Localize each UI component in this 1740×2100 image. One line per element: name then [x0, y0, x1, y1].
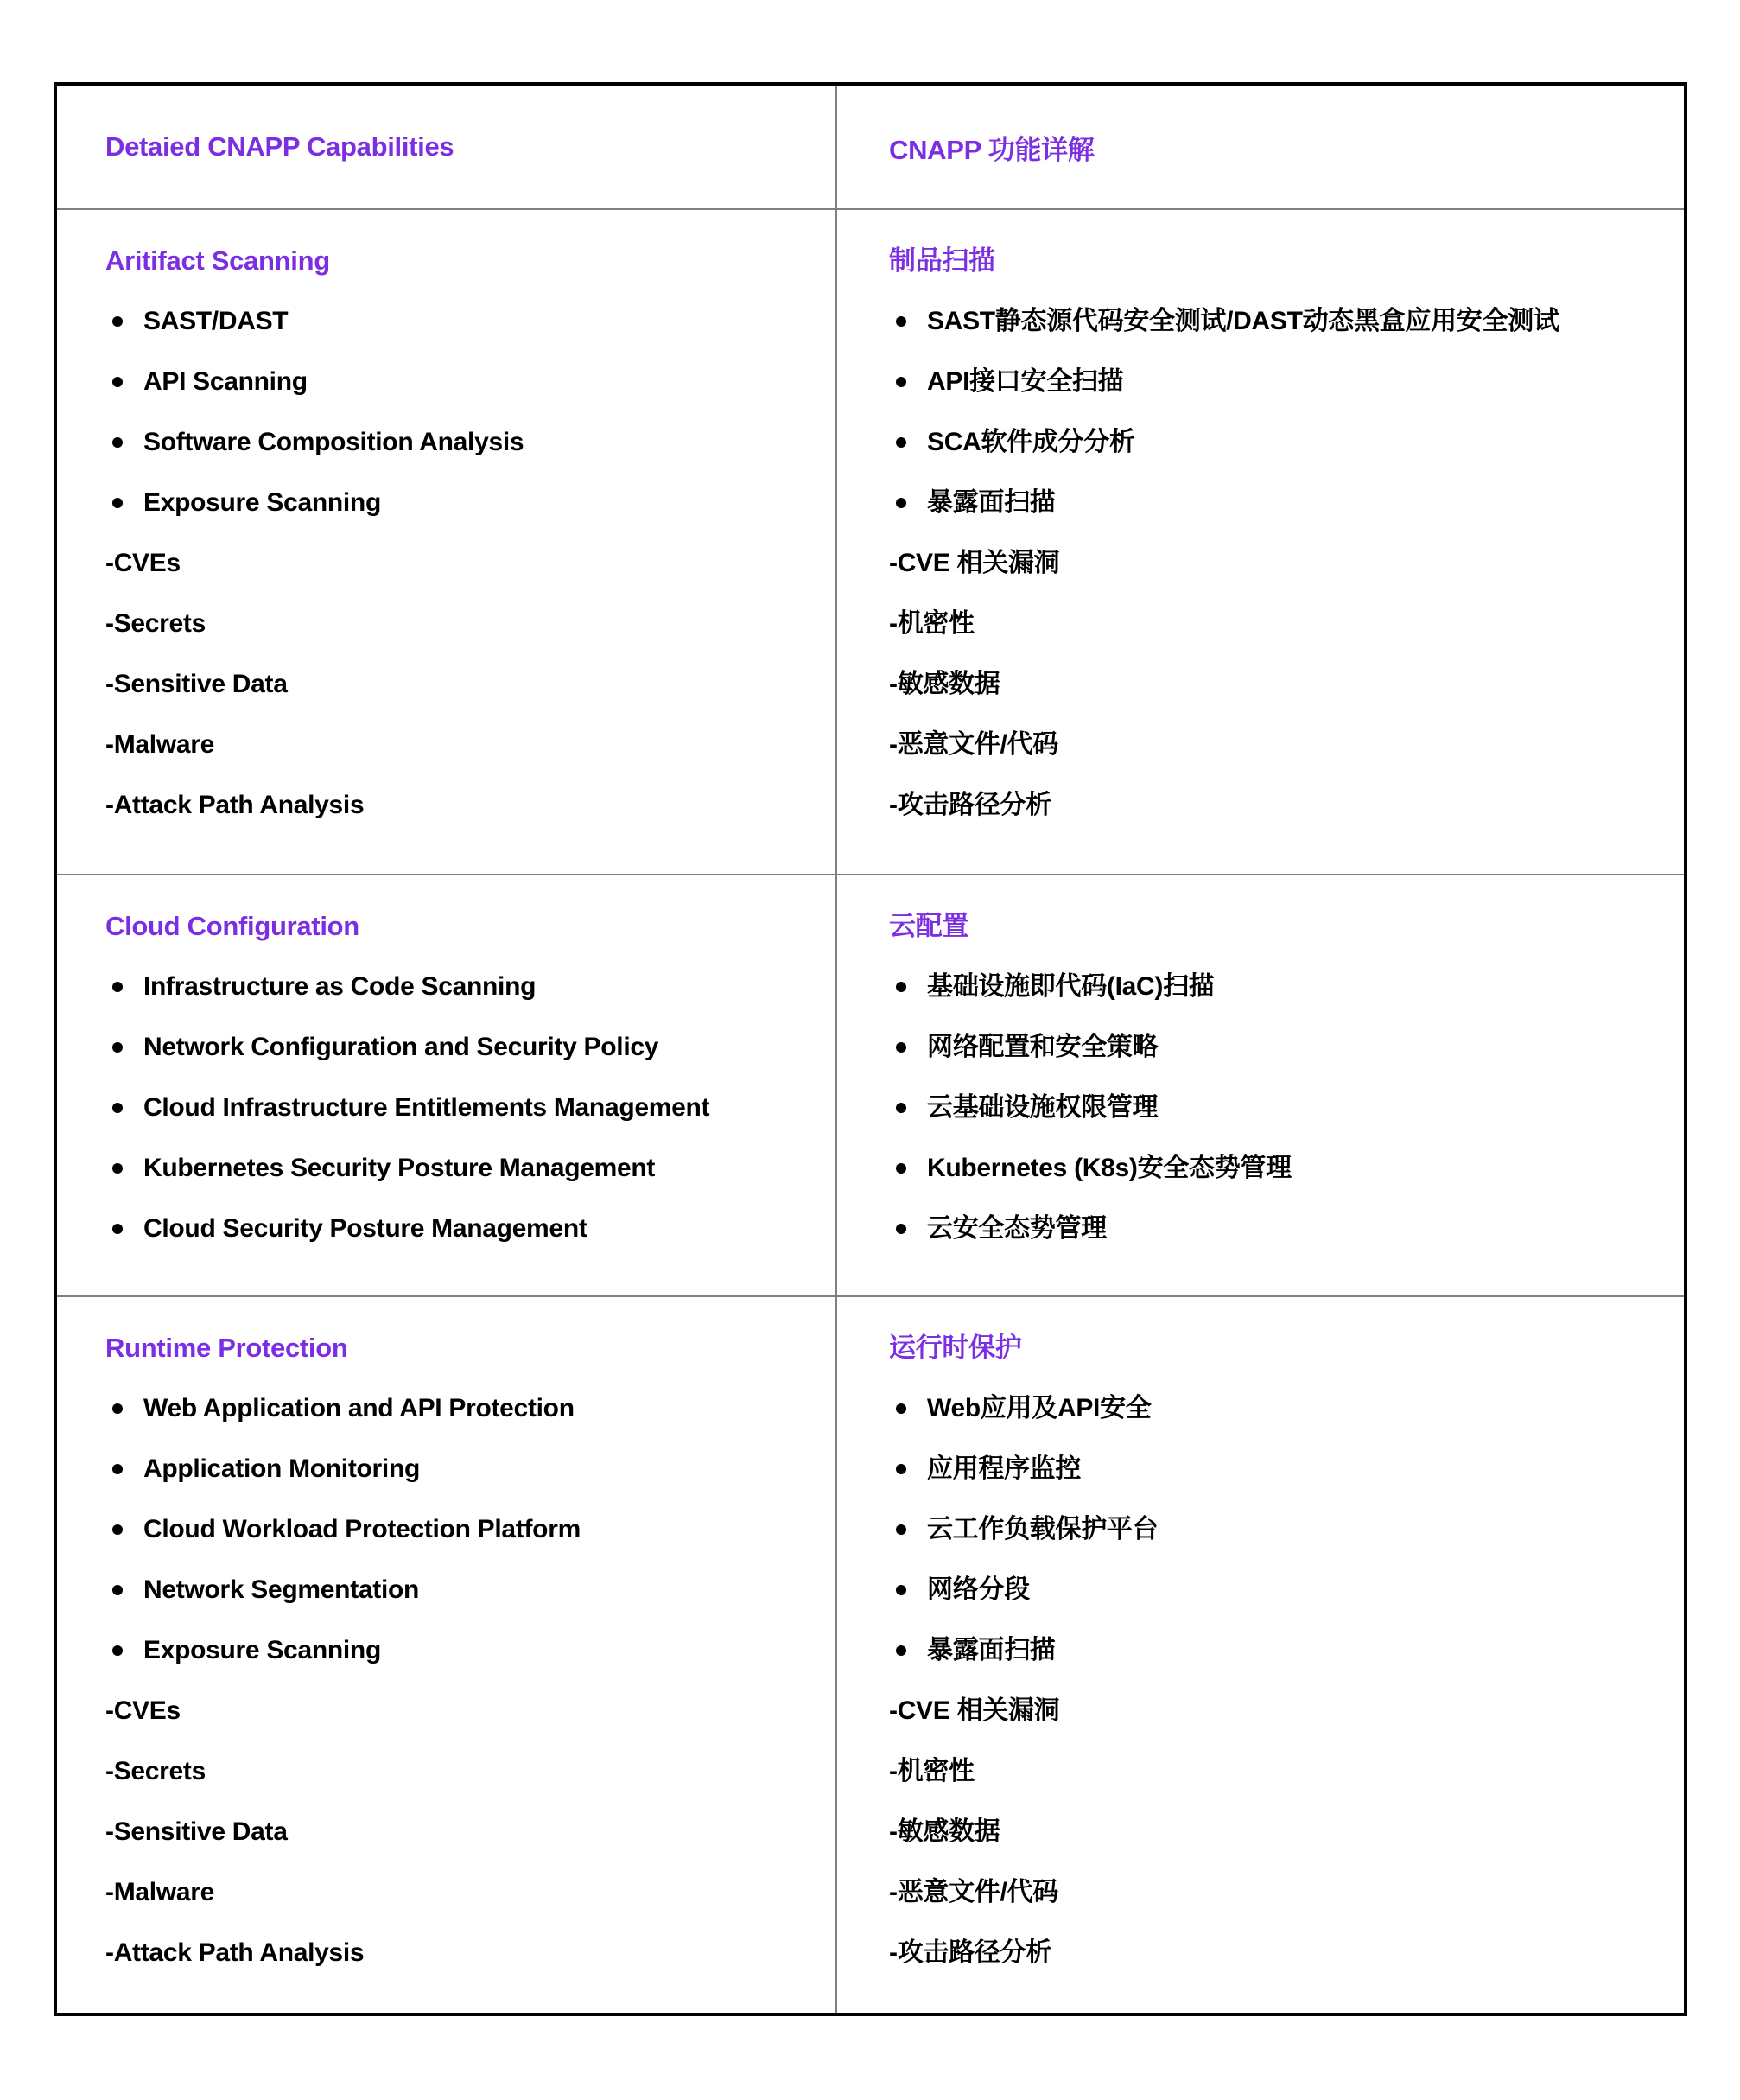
list-item-text: SCA软件成分分析	[927, 428, 1135, 456]
list-item-dash	[105, 775, 835, 836]
list-item-dash	[889, 1741, 1684, 1802]
list-item-text: 网络分段	[927, 1575, 1030, 1604]
list-item	[105, 291, 835, 352]
bullet-dot-icon	[112, 1042, 123, 1053]
bullet-dot-icon	[896, 1103, 906, 1113]
list-item-text: 云安全态势管理	[927, 1214, 1107, 1243]
list-item-text: 基础设施即代码(IaC)扫描	[927, 972, 1215, 1001]
bullet-dot-icon	[112, 437, 123, 448]
bullet-dot-icon	[112, 1585, 123, 1595]
list-item-text: API Scanning	[143, 367, 308, 396]
list-item	[889, 1560, 1684, 1620]
bullet-dot-icon	[896, 498, 906, 508]
table-header-right-title: CNAPP 功能详解	[889, 134, 1095, 165]
list-item-text: SAST/DAST	[143, 307, 289, 335]
section-title: Runtime Protection	[105, 1333, 348, 1363]
list-item-text: -攻击路径分析	[889, 791, 1051, 819]
list-item	[105, 1499, 835, 1560]
list-item-text: -Secrets	[105, 1757, 206, 1785]
bullet-dot-icon	[112, 1524, 123, 1535]
bullet-dot-icon	[896, 1224, 906, 1234]
section-cell	[57, 874, 837, 1295]
bullet-dot-icon	[896, 1163, 906, 1174]
list-item-text: Kubernetes (K8s)安全态势管理	[927, 1154, 1292, 1182]
list-item-dash	[105, 1681, 835, 1741]
list-item-text: Network Segmentation	[143, 1575, 420, 1604]
bullet-dot-icon	[896, 1042, 906, 1053]
list-item-text: -CVE 相关漏洞	[889, 549, 1060, 577]
bullet-dot-icon	[112, 1464, 123, 1474]
table-header-right-cell	[837, 86, 1684, 208]
list-item-text: -Sensitive Data	[105, 670, 288, 698]
section-cell	[837, 208, 1684, 874]
list-item-text: SAST静态源代码安全测试/DAST动态黑盒应用安全测试	[927, 307, 1559, 335]
list-item	[889, 957, 1684, 1017]
list-item-text: Infrastructure as Code Scanning	[143, 972, 537, 1001]
list-item	[105, 1078, 835, 1138]
bullet-dot-icon	[896, 1524, 906, 1535]
list-item-text: Cloud Security Posture Management	[143, 1214, 587, 1243]
section-title: 云配置	[889, 911, 969, 941]
bullet-dot-icon	[112, 377, 123, 387]
list-item	[889, 1620, 1684, 1681]
bullet-dot-icon	[112, 1224, 123, 1234]
list-item-dash	[105, 1741, 835, 1802]
list-item-text: Exposure Scanning	[143, 1636, 381, 1664]
list-item-text: -Attack Path Analysis	[105, 1938, 365, 1967]
section-title: Cloud Configuration	[105, 911, 359, 941]
section-cell	[837, 1295, 1684, 2013]
list-item	[105, 1560, 835, 1620]
bullet-dot-icon	[896, 437, 906, 448]
cnapp-capabilities-table	[54, 82, 1687, 2016]
section-cell	[57, 1295, 837, 2013]
list-item-dash	[889, 775, 1684, 836]
list-item-text: Cloud Infrastructure Entitlements Management	[143, 1093, 710, 1122]
list-item	[105, 1439, 835, 1499]
bullet-dot-icon	[112, 1163, 123, 1174]
list-item-text: -攻击路径分析	[889, 1938, 1051, 1967]
list-item-text: -Sensitive Data	[105, 1817, 288, 1846]
list-item-text: 网络配置和安全策略	[927, 1033, 1159, 1061]
list-item	[889, 1138, 1684, 1199]
list-item-text: -CVEs	[105, 549, 181, 577]
list-item-dash	[889, 533, 1684, 594]
list-item	[105, 957, 835, 1017]
list-item	[105, 1378, 835, 1439]
list-item-dash	[105, 594, 835, 654]
list-item	[889, 1439, 1684, 1499]
list-item-dash	[889, 654, 1684, 715]
list-item	[889, 1078, 1684, 1138]
list-item-text: -恶意文件/代码	[889, 730, 1058, 759]
list-item-text: -Secrets	[105, 609, 206, 638]
list-item-dash	[889, 715, 1684, 775]
list-item	[105, 1138, 835, 1199]
list-item-text: -敏感数据	[889, 670, 1000, 698]
list-item-dash	[105, 1923, 835, 1983]
list-item-text: 暴露面扫描	[927, 1636, 1056, 1664]
list-item-text: -Malware	[105, 1878, 214, 1906]
list-item-text: Software Composition Analysis	[143, 428, 524, 456]
list-item-text: 应用程序监控	[927, 1454, 1082, 1483]
list-item-text: -Attack Path Analysis	[105, 791, 365, 819]
list-item-text: -机密性	[889, 1757, 975, 1785]
list-item-dash	[105, 1862, 835, 1923]
list-item-text: Web应用及API安全	[927, 1394, 1152, 1422]
list-item-text: Network Configuration and Security Policy	[143, 1033, 659, 1061]
list-item	[889, 291, 1684, 352]
list-item-dash	[889, 1862, 1684, 1923]
table-header-left-title: Detaied CNAPP Capabilities	[105, 131, 454, 162]
bullet-dot-icon	[896, 316, 906, 327]
section-cell	[57, 208, 837, 874]
list-item-text: 云基础设施权限管理	[927, 1093, 1159, 1122]
list-item	[889, 1199, 1684, 1259]
list-item-text: Application Monitoring	[143, 1454, 421, 1483]
bullet-dot-icon	[112, 1403, 123, 1414]
list-item-dash	[105, 654, 835, 715]
table-header-left-cell	[57, 86, 837, 208]
bullet-dot-icon	[896, 1464, 906, 1474]
list-item	[889, 1499, 1684, 1560]
bullet-dot-icon	[112, 498, 123, 508]
list-item	[105, 473, 835, 533]
list-item	[889, 473, 1684, 533]
bullet-dot-icon	[896, 982, 906, 992]
list-item-dash	[889, 1923, 1684, 1983]
bullet-dot-icon	[896, 377, 906, 387]
list-item-dash	[105, 715, 835, 775]
list-item	[889, 1017, 1684, 1078]
list-item-text: Kubernetes Security Posture Management	[143, 1154, 656, 1182]
list-item	[105, 1017, 835, 1078]
bullet-dot-icon	[896, 1645, 906, 1656]
bullet-dot-icon	[112, 1103, 123, 1113]
bullet-dot-icon	[896, 1403, 906, 1414]
list-item-dash	[889, 594, 1684, 654]
bullet-dot-icon	[112, 316, 123, 327]
section-title: 制品扫描	[889, 245, 995, 276]
list-item	[105, 352, 835, 412]
bullet-dot-icon	[112, 982, 123, 992]
list-item-dash	[105, 1802, 835, 1862]
list-item	[105, 1199, 835, 1259]
section-cell	[837, 874, 1684, 1295]
list-item-dash	[889, 1802, 1684, 1862]
list-item	[105, 1620, 835, 1681]
list-item-text: -敏感数据	[889, 1817, 1000, 1846]
list-item-text: -Malware	[105, 730, 214, 759]
list-item	[889, 1378, 1684, 1439]
list-item-text: -CVE 相关漏洞	[889, 1696, 1060, 1725]
list-item-dash	[889, 1681, 1684, 1741]
list-item	[889, 412, 1684, 473]
list-item-text: Web Application and API Protection	[143, 1394, 575, 1422]
list-item-text: 云工作负载保护平台	[927, 1515, 1159, 1543]
list-item-text: -CVEs	[105, 1696, 181, 1725]
list-item-dash	[105, 533, 835, 594]
list-item-text: 暴露面扫描	[927, 488, 1056, 517]
bullet-dot-icon	[896, 1585, 906, 1595]
list-item-text: API接口安全扫描	[927, 367, 1124, 396]
list-item-text: -恶意文件/代码	[889, 1878, 1058, 1906]
section-title: Aritifact Scanning	[105, 245, 330, 276]
section-title: 运行时保护	[889, 1333, 1022, 1363]
list-item-text: Cloud Workload Protection Platform	[143, 1515, 581, 1543]
list-item	[105, 412, 835, 473]
list-item	[889, 352, 1684, 412]
list-item-text: -机密性	[889, 609, 975, 638]
bullet-dot-icon	[112, 1645, 123, 1656]
list-item-text: Exposure Scanning	[143, 488, 381, 517]
